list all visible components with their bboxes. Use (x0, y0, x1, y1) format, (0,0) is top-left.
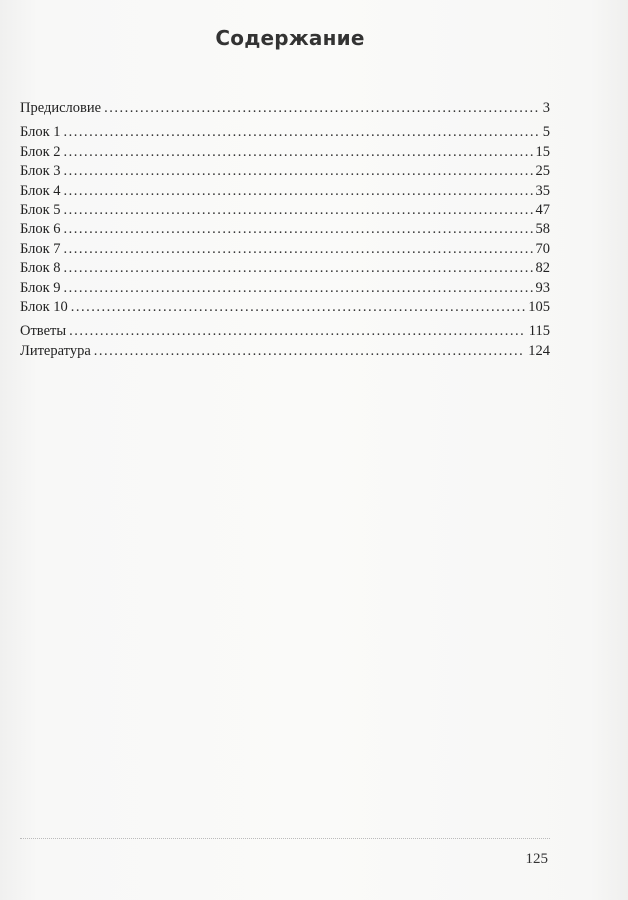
toc-entry-page: 47 (535, 201, 550, 218)
dot-leader (64, 182, 533, 201)
toc-entry-page: 15 (535, 143, 550, 160)
toc-row (20, 162, 550, 181)
toc-row (20, 201, 550, 220)
toc-entry-page: 115 (528, 323, 550, 340)
toc-entry-label: Блок 8 (20, 260, 61, 277)
toc-row (20, 322, 550, 341)
toc-entry-label: Блок 6 (20, 221, 61, 238)
toc-row (20, 99, 550, 118)
dot-leader (71, 298, 525, 317)
toc-row (20, 279, 550, 298)
dot-leader (64, 240, 533, 259)
toc-entry-label: Блок 4 (20, 182, 61, 199)
toc-entry-label: Блок 5 (20, 201, 61, 218)
toc-group-appendix (20, 322, 550, 361)
toc-entry-label: Литература (20, 342, 91, 359)
toc-entry-label: Блок 7 (20, 240, 61, 257)
dot-leader (64, 201, 533, 220)
dot-leader (64, 220, 533, 239)
toc-row (20, 182, 550, 201)
toc-entry-page: 124 (528, 342, 550, 359)
toc-row (20, 298, 550, 317)
toc-entry-label: Ответы (20, 323, 67, 340)
page-title: Содержание (215, 26, 365, 50)
toc-entry-label: Блок 3 (20, 163, 61, 180)
dot-leader (69, 322, 526, 341)
dot-leader (104, 99, 540, 118)
toc-entry-label: Блок 10 (20, 298, 68, 315)
toc-entry-page: 58 (535, 221, 550, 238)
toc-group-preface (20, 99, 550, 118)
dot-leader (64, 143, 533, 162)
footer-divider (20, 838, 550, 839)
toc-entry-page: 35 (535, 182, 550, 199)
page-number: 125 (525, 851, 548, 867)
toc-row (20, 220, 550, 239)
toc-entry-page: 93 (535, 279, 550, 296)
toc-entry-page: 70 (535, 240, 550, 257)
toc-row (20, 143, 550, 162)
table-of-contents (20, 99, 550, 366)
dot-leader (64, 123, 540, 142)
toc-entry-label: Блок 9 (20, 279, 61, 296)
toc-entry-page: 105 (528, 298, 550, 315)
toc-entry-page: 25 (535, 163, 550, 180)
toc-row (20, 240, 550, 259)
toc-entry-label: Блок 1 (20, 124, 61, 141)
toc-entry-page: 3 (542, 100, 550, 116)
toc-entry-page: 82 (535, 260, 550, 277)
toc-row (20, 342, 550, 361)
toc-entry-page: 5 (542, 124, 550, 141)
toc-row (20, 123, 550, 142)
toc-group-blocks (20, 123, 550, 317)
toc-entry-label: Блок 2 (20, 143, 61, 160)
toc-entry-label: Предисловие (20, 100, 102, 116)
dot-leader (64, 162, 533, 181)
toc-row (20, 259, 550, 278)
dot-leader (64, 259, 533, 278)
dot-leader (64, 279, 533, 298)
dot-leader (94, 342, 525, 361)
